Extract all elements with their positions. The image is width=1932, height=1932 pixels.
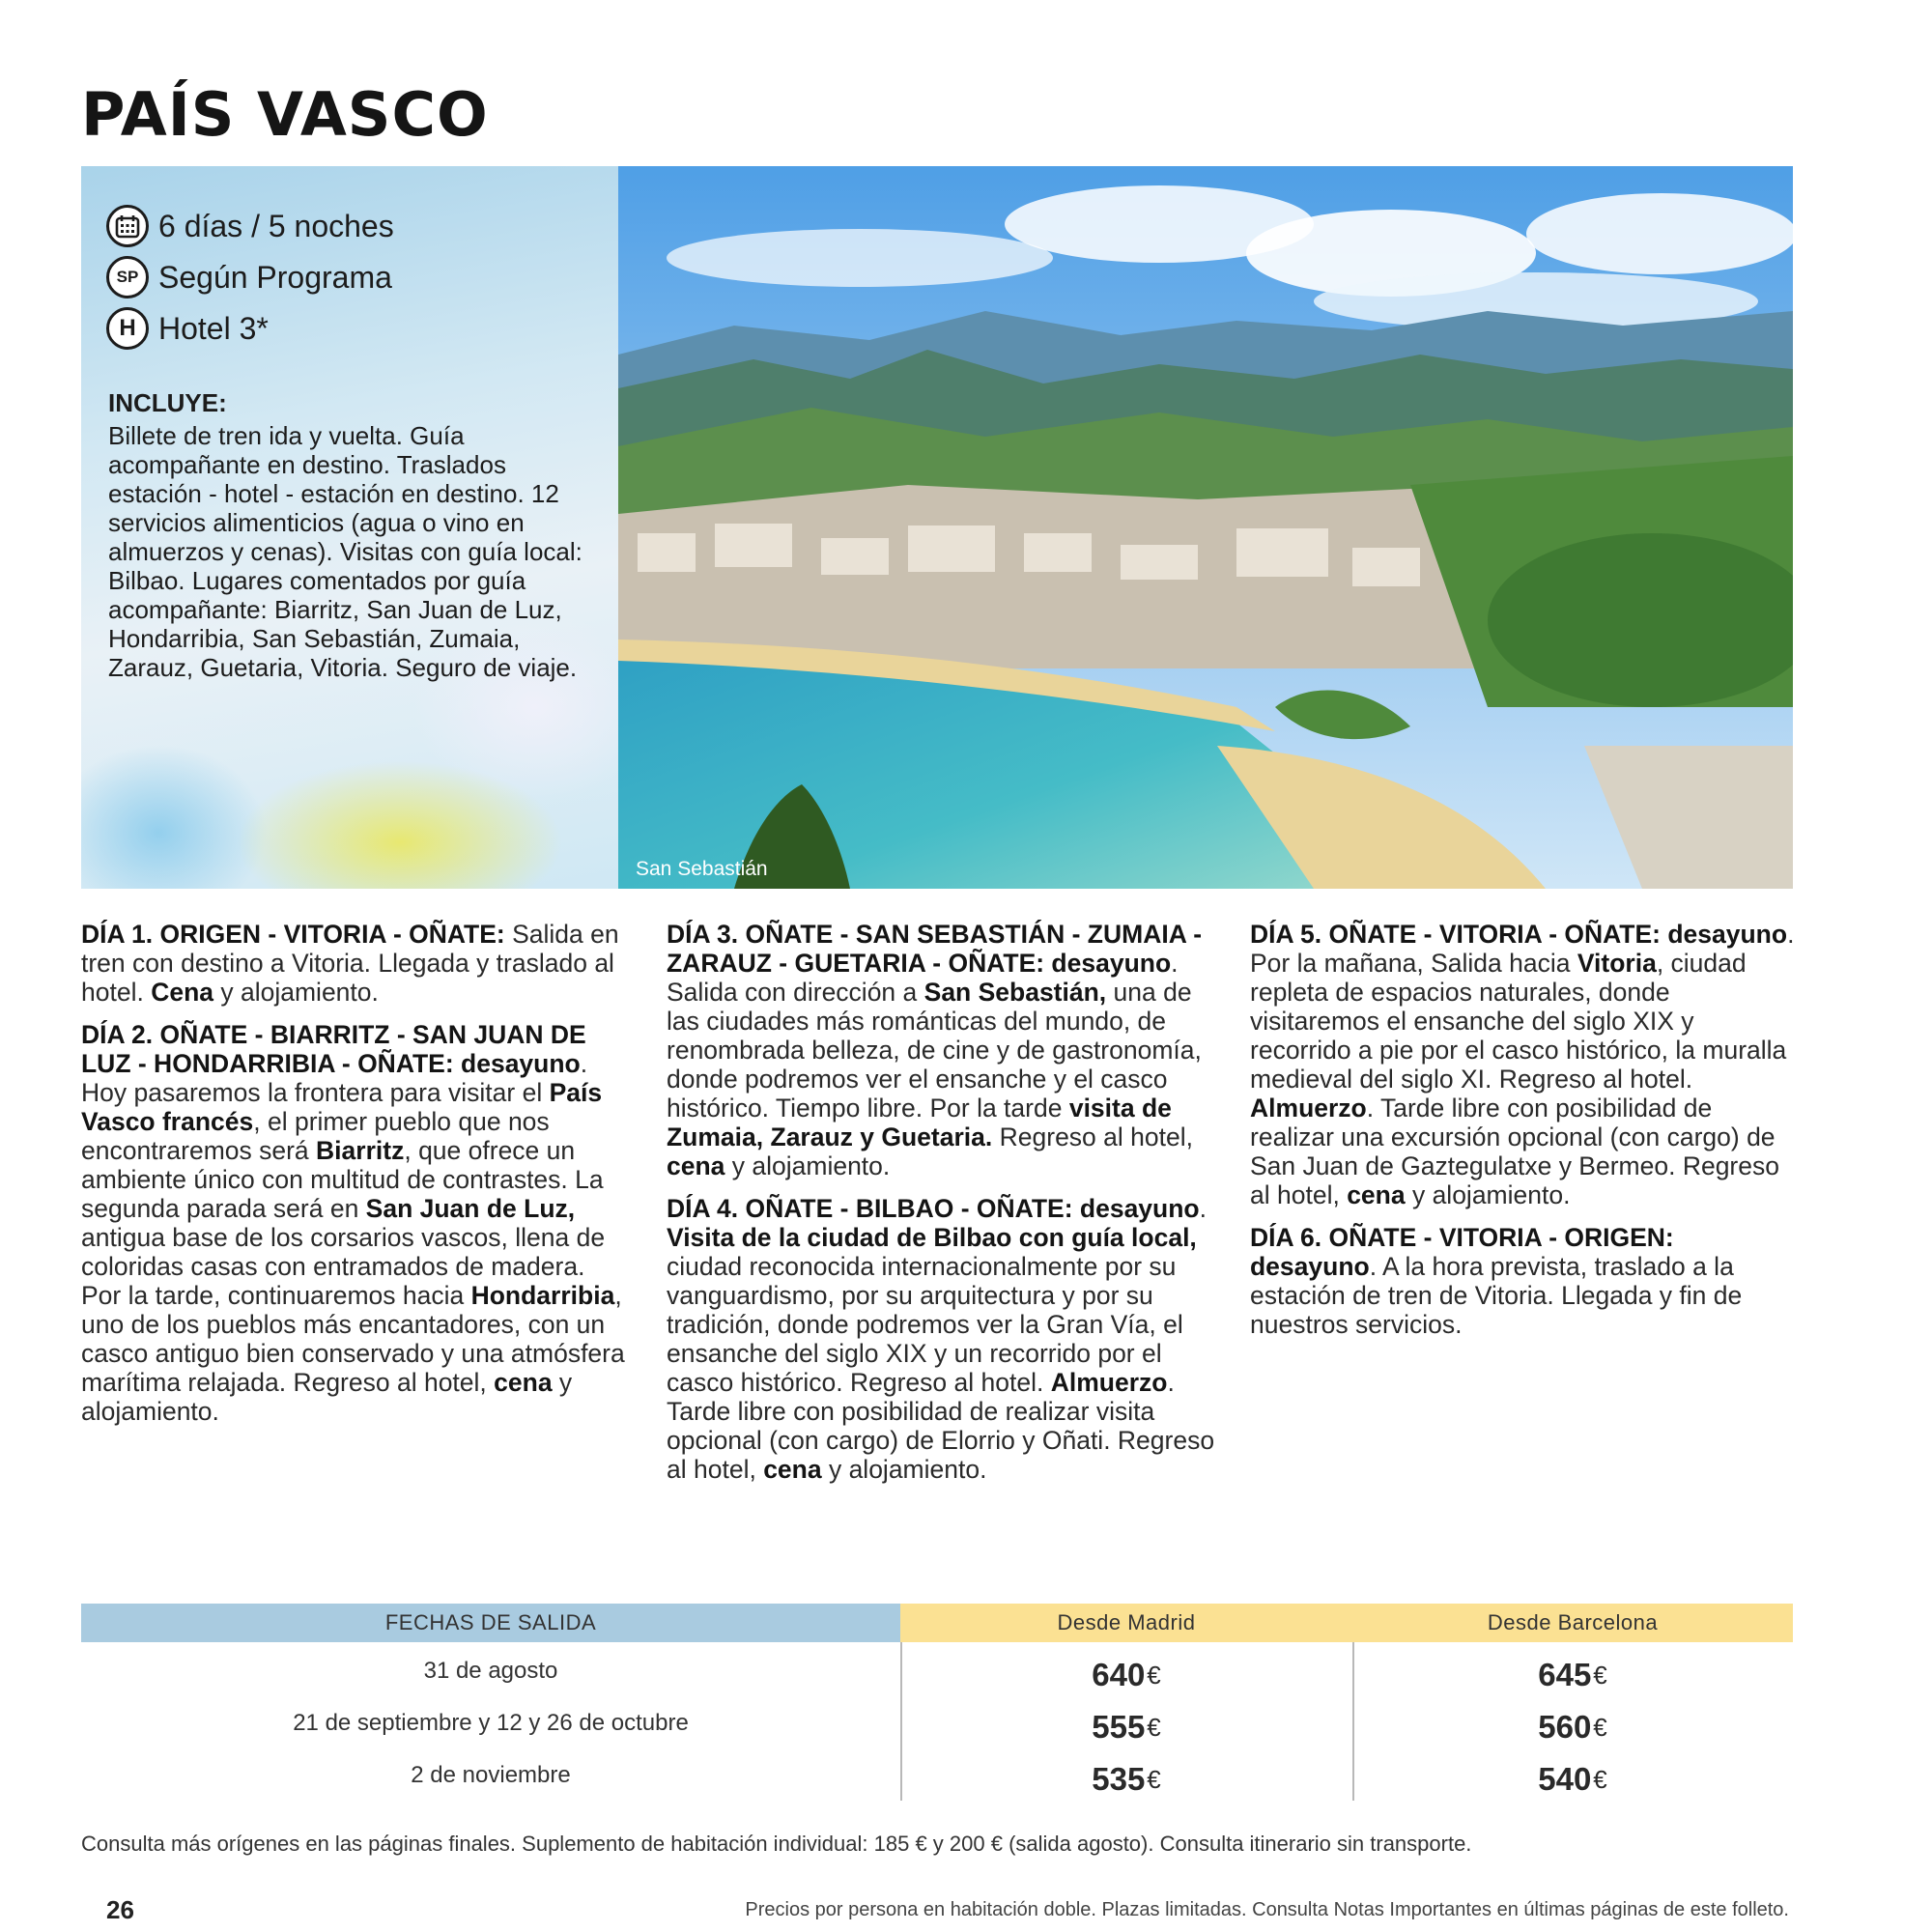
price-madrid <box>900 1650 1352 1700</box>
day-text: Hondarribia <box>470 1281 615 1310</box>
includes-text: Billete de tren ida y vuelta. Guía acompañante en destino. Traslados estación - hotel - estación en destino. 12 servicios alimenticios (agua o vino en almuerzos y cenas). Visitas con guía local: Bilbao. Lugares comentados por guía acompañante: Biarritz, San Juan de Luz, Hondarribia, San Sebastián, Zumaia, Zarauz, Guetaria, Vitoria. Seguro de viaje. <box>108 421 582 682</box>
day-text: San Sebastián, <box>923 978 1107 1007</box>
day-text: y alojamiento. <box>1405 1180 1571 1209</box>
hotel-text: Hotel 3* <box>158 310 269 346</box>
sp-icon: SP <box>106 256 149 298</box>
day-text: DÍA 5. OÑATE - VITORIA - OÑATE: desayuno <box>1250 920 1788 949</box>
day-text: y alojamiento. <box>724 1151 891 1180</box>
page-title: PAÍS VASCO <box>81 79 489 150</box>
barcelona-column-header: Desde Barcelona <box>1352 1604 1793 1642</box>
itinerary-column-1 <box>81 920 632 1439</box>
day-text: . A la hora prevista, traslado a la estación de tren de Vitoria. Llegada y fin de nuestros servicios. <box>1250 1252 1743 1339</box>
day-text: . Hoy pasaremos la frontera para visitar el <box>81 1049 588 1107</box>
day-text: San Juan de Luz, <box>365 1194 576 1223</box>
itinerary-day <box>667 920 1217 1180</box>
day-text: DÍA 3. OÑATE - SAN SEBASTIÁN - ZUMAIA - ZARAUZ - GUETARIA - OÑATE: desayuno <box>667 920 1203 978</box>
day-text: cena <box>667 1151 725 1180</box>
itinerary-column-2 <box>667 920 1217 1497</box>
itinerary-day <box>81 1020 632 1426</box>
currency-symbol: € <box>1593 1712 1607 1742</box>
currency-symbol: € <box>1593 1764 1607 1794</box>
san-sebastian-photo <box>618 166 1793 889</box>
day-text: Visita de la ciudad de Bilbao con guía local, <box>667 1223 1197 1252</box>
hotel-icon: H <box>106 307 149 350</box>
departure-date: 21 de septiembre y 12 y 26 de octubre <box>293 1710 689 1736</box>
day-text: , que ofrece un ambiente único con multitud de contrastes. La segunda parada será en <box>81 1136 604 1223</box>
price-madrid <box>900 1754 1352 1804</box>
day-text: Vitoria <box>1577 949 1657 978</box>
departure-price-table <box>81 1604 1793 1801</box>
day-text: DÍA 6. OÑATE - VITORIA - ORIGEN: desayuno <box>1250 1223 1674 1281</box>
footnote: Consulta más orígenes en las páginas finales. Suplemento de habitación individual: 185 € y 200 € (salida agosto). Consulta itinerario sin transporte. <box>81 1832 1472 1856</box>
currency-symbol: € <box>1147 1660 1161 1690</box>
day-text: , el primer pueblo que nos encontraremos será <box>81 1107 550 1165</box>
day-text: . Tarde libre con posibilidad de realizar visita opcional (con cargo) de Elorrio y Oñati. Regreso al hotel, <box>667 1368 1215 1484</box>
page-number: 26 <box>106 1895 134 1924</box>
feature-program <box>106 256 392 298</box>
day-text: cena <box>494 1368 553 1397</box>
day-text: , uno de los pueblos más encantadores, con un casco antiguo bien conservado y una atmósfera marítima relajada. Regreso al hotel, <box>81 1281 625 1397</box>
day-text: Salida en tren con destino a Vitoria. Llegada y traslado al hotel. <box>81 920 619 1007</box>
day-text: Almuerzo <box>1250 1094 1367 1122</box>
departure-date: 31 de agosto <box>423 1658 558 1684</box>
day-text: Almuerzo <box>1050 1368 1168 1397</box>
day-text: , ciudad repleta de espacios naturales, donde visitaremos el ensanche del siglo XIX y recorrido a pie por el casco histórico, la muralla medieval del siglo XI. Regreso al hotel. <box>1250 949 1787 1094</box>
calendar-icon <box>106 205 149 247</box>
day-text: antigua base de los corsarios vascos, llena de coloridas casas con entramados de madera. Por la tarde, continuaremos hacia <box>81 1223 606 1310</box>
departure-date: 2 de noviembre <box>411 1762 571 1788</box>
itinerary-day <box>81 920 632 1007</box>
landscape-illustration <box>618 166 1793 889</box>
day-text: Biarritz <box>316 1136 405 1165</box>
currency-symbol: € <box>1147 1764 1161 1794</box>
madrid-column-header: Desde Madrid <box>900 1604 1352 1642</box>
day-text: DÍA 2. OÑATE - BIARRITZ - SAN JUAN DE LUZ - HONDARRIBIA - OÑATE: desayuno <box>81 1020 586 1078</box>
day-text: DÍA 4. OÑATE - BILBAO - OÑATE: desayuno <box>667 1194 1200 1223</box>
day-text: . Por la mañana, Salida hacia <box>1250 920 1795 978</box>
itinerary-day <box>1250 1223 1801 1339</box>
photo-caption: San Sebastián <box>636 858 768 880</box>
day-text: y alojamiento. <box>213 978 379 1007</box>
day-text: una de las ciudades más románticas del mundo, de renombrada belleza, de cine y de gastronomía, donde podremos ver el ensanche y el casco histórico. Tiempo libre. Por la tarde <box>667 978 1202 1122</box>
day-text: Cena <box>151 978 214 1007</box>
price-barcelona <box>1352 1702 1793 1752</box>
price-value: 640 <box>1092 1657 1146 1692</box>
day-text: . Salida con dirección a <box>667 949 1179 1007</box>
price-barcelona <box>1352 1754 1793 1804</box>
day-text: DÍA 1. ORIGEN - VITORIA - OÑATE: <box>81 920 505 949</box>
day-text: cena <box>763 1455 822 1484</box>
dates-column-header: FECHAS DE SALIDA <box>81 1604 900 1642</box>
itinerary-day <box>667 1194 1217 1484</box>
day-text: y alojamiento. <box>821 1455 987 1484</box>
feature-hotel <box>106 307 269 350</box>
currency-symbol: € <box>1147 1712 1161 1742</box>
price-madrid <box>900 1702 1352 1752</box>
price-value: 560 <box>1538 1709 1592 1745</box>
price-value: 555 <box>1092 1709 1146 1745</box>
price-value: 535 <box>1092 1761 1146 1797</box>
price-value: 540 <box>1538 1761 1592 1797</box>
day-text: cena <box>1347 1180 1406 1209</box>
price-barcelona <box>1352 1650 1793 1700</box>
day-text: Regreso al hotel, <box>992 1122 1193 1151</box>
price-value: 645 <box>1538 1657 1592 1692</box>
program-text: Según Programa <box>158 259 392 295</box>
day-text: País Vasco francés <box>81 1078 603 1136</box>
includes-heading: INCLUYE: <box>108 388 227 417</box>
currency-symbol: € <box>1593 1660 1607 1690</box>
day-text: visita de Zumaia, Zarauz y Guetaria. <box>667 1094 1172 1151</box>
trip-info-panel <box>81 166 618 889</box>
day-text: . Tarde libre con posibilidad de realizar una excursión opcional (con cargo) de San Juan de Gaztegulatxe y Bermeo. Regreso al hotel, <box>1250 1094 1779 1209</box>
day-text: y alojamiento. <box>81 1368 573 1426</box>
itinerary-column-3 <box>1250 920 1801 1352</box>
feature-duration <box>106 205 394 247</box>
legal-notice: Precios por persona en habitación doble. Plazas limitadas. Consulta Notas Importantes en últimas páginas de este folleto. <box>745 1899 1789 1920</box>
duration-text: 6 días / 5 noches <box>158 208 394 243</box>
day-text: ciudad reconocida internacionalmente por su vanguardismo, por su arquitectura y por su tradición, donde podremos ver la Gran Vía, el ensanche del siglo XIX y un recorrido por el casco histórico. Regreso al hotel. <box>667 1252 1183 1397</box>
itinerary-day <box>1250 920 1801 1209</box>
day-text: . <box>1199 1194 1207 1223</box>
